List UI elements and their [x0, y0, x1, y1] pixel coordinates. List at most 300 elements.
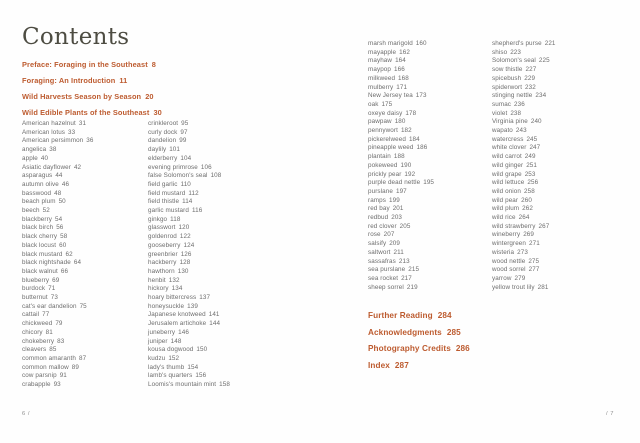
toc-entry-page: 207	[383, 231, 395, 239]
toc-entry-page: 247	[529, 144, 541, 152]
toc-entry-page: 264	[518, 214, 530, 222]
toc-entry	[492, 66, 614, 75]
toc-entry-page: 195	[423, 179, 435, 187]
toc-entry-label: wild plum	[492, 205, 520, 213]
toc-entry-page: 38	[49, 146, 57, 154]
toc-entry-label: pineapple weed	[368, 144, 414, 152]
toc-entry-page: 285	[446, 327, 461, 337]
toc-entry-label: common amaranth	[22, 354, 76, 362]
toc-entry	[492, 92, 614, 101]
toc-entry	[22, 207, 144, 216]
toc-entry-label: American persimmon	[22, 137, 84, 145]
toc-entry-label: black birch	[22, 224, 54, 232]
toc-entry	[492, 231, 614, 240]
toc-entry-page: 221	[544, 40, 556, 47]
toc-entry-label: wild pear	[492, 196, 519, 204]
toc-entry-label: rose	[368, 231, 381, 239]
toc-entry-label: butternut	[22, 294, 48, 302]
toc-entry-page: 42	[73, 163, 82, 171]
toc-entry	[492, 144, 614, 153]
toc-entry-label: sea purslane	[368, 266, 406, 274]
toc-entry	[368, 308, 470, 325]
toc-entry-label: wisteria	[492, 248, 515, 256]
toc-entry	[148, 320, 270, 329]
toc-entry	[148, 251, 270, 260]
toc-entry-label: hawthorn	[148, 267, 175, 275]
toc-entry-label: pokeweed	[368, 161, 398, 169]
toc-entry-page: 199	[389, 196, 400, 204]
toc-entry	[368, 162, 490, 171]
toc-entry-page: 249	[524, 153, 536, 161]
toc-entry	[148, 242, 270, 251]
toc-entry-label: Index	[368, 360, 390, 370]
toc-entry	[368, 171, 490, 180]
toc-entry-page: 236	[514, 100, 525, 108]
toc-entry-label: Foraging: An Introduction	[22, 76, 116, 85]
toc-entry	[22, 216, 144, 225]
toc-entry-label: mayapple	[368, 48, 397, 56]
toc-entry-page: 48	[54, 189, 62, 197]
toc-entry-label: chokeberry	[22, 337, 55, 345]
toc-entry-page: 275	[528, 257, 540, 265]
toc-entry-label: sheep sorrel	[368, 283, 404, 291]
toc-entry-label: hackberry	[148, 259, 177, 267]
toc-entry-label: pennywort	[368, 127, 398, 135]
toc-entry-page: 40	[40, 154, 49, 162]
toc-entry-label: purslane	[368, 187, 393, 195]
toc-entry-label: sassafras	[368, 257, 396, 265]
toc-entry-label: field mustard	[148, 189, 186, 197]
toc-entry-page: 11	[119, 76, 128, 85]
toc-entry-label: wild onion	[492, 187, 522, 195]
toc-entry	[368, 358, 470, 375]
toc-entry-page: 262	[522, 205, 533, 213]
toc-entry-label: sea rocket	[368, 274, 399, 282]
toc-entry-label: cat's ear dandelion	[22, 302, 77, 310]
toc-entry	[22, 190, 144, 199]
toc-entry	[22, 277, 144, 286]
toc-entry	[492, 127, 614, 136]
toc-entry-label: black mustard	[22, 250, 63, 258]
toc-entry-label: black cherry	[22, 233, 58, 241]
toc-entry-label: common mallow	[22, 363, 69, 371]
toc-entry	[22, 137, 144, 146]
toc-entry	[22, 172, 144, 181]
toc-entry	[368, 240, 490, 249]
toc-entry-page: 139	[187, 302, 198, 310]
toc-entry	[492, 240, 614, 249]
toc-entry-page: 20	[145, 92, 154, 101]
toc-entry	[148, 198, 270, 207]
toc-entry-label: wapato	[492, 127, 513, 135]
toc-entry	[492, 75, 614, 84]
toc-entry	[368, 118, 490, 127]
toc-entry-label: garlic mustard	[148, 207, 189, 215]
toc-entry-page: 106	[200, 163, 212, 171]
toc-entry-label: Wild Harvests Season by Season	[22, 92, 142, 101]
toc-entry	[22, 355, 144, 364]
toc-entry-page: 79	[55, 320, 63, 328]
toc-entry-page: 213	[398, 257, 410, 265]
toc-entry-label: American lotus	[22, 128, 66, 136]
toc-entry	[22, 120, 144, 129]
toc-entry	[148, 120, 270, 129]
toc-entry-page: 253	[524, 170, 536, 178]
toc-entry-page: 83	[57, 337, 65, 345]
toc-entry	[148, 164, 270, 173]
toc-entry-page: 144	[209, 320, 221, 328]
toc-entry-label: apple	[22, 154, 38, 162]
toc-entry	[148, 355, 270, 364]
toc-entry-label: asparagus	[22, 172, 53, 180]
toc-entry-label: Further Reading	[368, 311, 433, 320]
toc-entry-label: wild grape	[492, 170, 522, 178]
toc-entry-page: 52	[42, 207, 50, 215]
toc-entry-page: 162	[399, 48, 410, 56]
toc-entry-label: wood nettle	[492, 257, 526, 265]
toc-entry-page: 273	[517, 248, 528, 256]
toc-entry-label: blueberry	[22, 276, 50, 284]
toc-entry-page: 286	[455, 344, 470, 353]
toc-entry	[368, 127, 490, 136]
toc-entry-page: 108	[210, 172, 222, 180]
toc-entry	[492, 188, 614, 197]
toc-entry-label: salsify	[368, 240, 387, 248]
toc-entry-label: black walnut	[22, 267, 58, 275]
toc-entry-page: 137	[199, 294, 211, 302]
toc-entry-label: field garlic	[148, 180, 178, 188]
toc-entry-label: plantain	[368, 153, 391, 161]
entries-column-2	[148, 120, 270, 390]
toc-entry-label: white clover	[492, 144, 527, 152]
toc-entry-label: sumac	[492, 100, 512, 108]
toc-entry-label: maypop	[368, 66, 392, 74]
toc-entry-label: oak	[368, 100, 379, 108]
toc-entry	[368, 325, 470, 342]
toc-entry-label: hickory	[148, 285, 169, 293]
toc-entry-label: shiso	[492, 48, 508, 56]
toc-entry	[148, 172, 270, 181]
toc-entry-page: 211	[393, 248, 404, 256]
toc-entry-page: 71	[48, 285, 56, 293]
toc-entry-page: 97	[180, 128, 188, 136]
toc-entry-label: redbud	[368, 214, 389, 222]
toc-entry	[22, 251, 144, 260]
toc-entry-label: wineberry	[492, 231, 521, 239]
entries-column-4	[492, 40, 614, 292]
toc-entry	[148, 381, 270, 390]
toc-entry-label: wild lettuce	[492, 179, 525, 187]
toc-entry	[22, 129, 144, 138]
toc-entry-page: 164	[395, 57, 406, 65]
toc-entry-label: curly dock	[148, 128, 178, 136]
toc-entry	[368, 249, 490, 258]
toc-entry-label: Virginia pine	[492, 118, 528, 126]
toc-entry-page: 54	[55, 215, 63, 223]
toc-entry-label: wintergreen	[492, 240, 527, 248]
toc-entry	[148, 285, 270, 294]
toc-entry-page: 260	[521, 196, 532, 204]
toc-entry-page: 188	[393, 153, 405, 161]
toc-entry	[492, 223, 614, 232]
toc-entry-label: goldenrod	[148, 233, 177, 241]
toc-entry	[368, 275, 490, 284]
toc-entry-page: 180	[394, 118, 406, 126]
toc-entry	[492, 284, 614, 293]
toc-entry	[22, 155, 144, 164]
toc-entry-label: glasswort	[148, 224, 176, 232]
toc-entry-label: wild ginger	[492, 161, 524, 169]
toc-entry-label: stinging nettle	[492, 92, 533, 100]
toc-entry	[492, 275, 614, 284]
toc-entry-page: 186	[416, 144, 428, 152]
toc-entry-label: beech	[22, 207, 40, 215]
toc-entry-page: 91	[59, 372, 67, 380]
toc-entry-page: 112	[188, 189, 199, 197]
toc-entry-page: 69	[52, 276, 60, 284]
toc-entry-label: saltwort	[368, 248, 391, 256]
toc-entry	[22, 259, 144, 268]
toc-entry-page: 50	[58, 198, 66, 206]
toc-entry-page: 232	[525, 83, 536, 91]
toc-entry	[368, 40, 490, 49]
toc-entry	[148, 372, 270, 381]
toc-entry	[22, 320, 144, 329]
toc-entry	[492, 179, 614, 188]
toc-entry	[22, 105, 162, 121]
toc-entry	[492, 84, 614, 93]
toc-entry-label: Acknowledgments	[368, 327, 442, 337]
toc-entry	[492, 118, 614, 127]
toc-entry-label: cattail	[22, 311, 40, 319]
toc-entry-page: 124	[183, 241, 195, 249]
toc-entry-label: wild carrot	[492, 153, 522, 161]
toc-entry-label: kudzu	[148, 354, 166, 362]
toc-entry	[368, 57, 490, 66]
toc-entry-label: oxeye daisy	[368, 109, 403, 117]
toc-entry-page: 240	[530, 118, 542, 126]
toc-entry-label: wild rice	[492, 214, 516, 222]
toc-entry-page: 225	[538, 57, 550, 65]
toc-entry-label: Japanese knotweed	[148, 311, 206, 319]
toc-entry-page: 258	[524, 187, 535, 195]
toc-entry-label: burdock	[22, 285, 46, 293]
toc-entry-page: 197	[395, 187, 407, 195]
toc-entry-label: henbit	[148, 276, 166, 284]
toc-entry-page: 182	[400, 127, 412, 135]
page-number-left: 6 /	[22, 411, 30, 417]
toc-entry-label: black nightshade	[22, 259, 71, 267]
toc-entry-label: Preface: Foraging in the Southeast	[22, 60, 148, 69]
toc-entry	[368, 153, 490, 162]
toc-entry-page: 279	[514, 274, 526, 282]
toc-entry-label: mayhaw	[368, 57, 393, 65]
toc-entry	[148, 294, 270, 303]
toc-entry-label: black locust	[22, 241, 57, 249]
toc-entry-page: 156	[195, 372, 207, 380]
toc-entry-page: 46	[61, 180, 70, 188]
toc-entry-label: American hazelnut	[22, 120, 76, 127]
toc-entry-page: 89	[71, 363, 80, 371]
toc-entry-page: 30	[153, 108, 162, 117]
toc-entry-page: 178	[405, 109, 417, 117]
toc-entry	[368, 92, 490, 101]
toc-entry-page: 77	[42, 311, 50, 319]
toc-entry	[368, 197, 490, 206]
toc-entry-page: 104	[180, 154, 192, 162]
toc-entry-page: 192	[404, 170, 416, 178]
toc-entry	[492, 110, 614, 119]
page-number-right: / 7	[606, 411, 614, 417]
toc-entry-label: Loomis's mountain mint	[148, 381, 217, 389]
toc-entry-page: 158	[219, 381, 230, 389]
toc-entry	[22, 57, 162, 73]
toc-entry-page: 126	[180, 250, 192, 258]
toc-entry-label: false Solomon's seal	[148, 172, 208, 180]
toc-entry-page: 110	[180, 180, 191, 188]
toc-entry-label: evening primrose	[148, 163, 198, 171]
toc-entry	[148, 224, 270, 233]
toc-entry-label: mulberry	[368, 83, 394, 91]
toc-entry	[492, 171, 614, 180]
toc-entry	[368, 258, 490, 267]
toc-entry	[22, 224, 144, 233]
toc-entry-label: basswood	[22, 189, 52, 197]
toc-entry-page: 171	[396, 83, 408, 91]
toc-entry	[148, 137, 270, 146]
toc-entry-label: kousa dogwood	[148, 346, 194, 354]
toc-entry-page: 152	[168, 354, 180, 362]
toc-entry	[22, 381, 144, 390]
toc-entry	[492, 214, 614, 223]
toc-entry-page: 116	[191, 207, 203, 215]
toc-entry-page: 251	[526, 161, 538, 169]
toc-entry-page: 8	[151, 60, 156, 69]
toc-entry	[368, 231, 490, 240]
toc-entry-page: 154	[187, 363, 199, 371]
toc-entry	[368, 341, 470, 358]
toc-entry	[22, 146, 144, 155]
toc-entry	[368, 49, 490, 58]
toc-entry-page: 120	[178, 224, 190, 232]
toc-entry	[368, 66, 490, 75]
toc-entry	[22, 346, 144, 355]
toc-entry-label: dandelion	[148, 137, 177, 145]
toc-entry-page: 81	[45, 328, 53, 336]
toc-entry	[148, 329, 270, 338]
toc-entry-label: field thistle	[148, 198, 180, 206]
toc-entry-page: 190	[400, 161, 412, 169]
toc-entry	[22, 364, 144, 373]
toc-entry-label: cow parsnip	[22, 372, 57, 380]
toc-entry-page: 160	[415, 40, 427, 47]
toc-entry	[22, 268, 144, 277]
toc-entry	[22, 338, 144, 347]
toc-entry-label: crabapple	[22, 381, 51, 389]
toc-entry	[492, 258, 614, 267]
toc-entry-label: beach plum	[22, 198, 56, 206]
toc-entry-page: 173	[415, 92, 427, 100]
toc-entry	[368, 284, 490, 293]
toc-entry-page: 132	[168, 276, 180, 284]
toc-entry-label: wood sorrel	[492, 266, 526, 274]
toc-entry	[148, 338, 270, 347]
toc-entry-page: 134	[171, 285, 183, 293]
page-title: Contents	[22, 24, 130, 50]
toc-entry-label: milkweed	[368, 74, 396, 82]
toc-entry-page: 209	[389, 240, 401, 248]
toc-entry-page: 66	[60, 267, 69, 275]
toc-entry-page: 287	[394, 360, 409, 370]
toc-entry	[492, 197, 614, 206]
toc-entry-page: 146	[178, 328, 189, 336]
toc-entry	[368, 84, 490, 93]
toc-entry-page: 184	[408, 135, 420, 143]
toc-entry-label: Asiatic dayflower	[22, 163, 71, 171]
toc-entry-label: lamb's quarters	[148, 372, 193, 380]
toc-entry-label: Solomon's seal	[492, 57, 536, 65]
toc-entry-page: 166	[394, 66, 405, 74]
toc-entry-page: 215	[408, 266, 420, 274]
toc-entry-label: purple dead nettle	[368, 179, 421, 187]
toc-entry-label: gooseberry	[148, 241, 181, 249]
toc-entry	[492, 266, 614, 275]
toc-entry-page: 31	[78, 120, 87, 127]
toc-entry-page: 128	[179, 259, 191, 267]
toc-entry	[368, 266, 490, 275]
toc-entry-page: 229	[524, 74, 536, 82]
toc-entry	[148, 155, 270, 164]
toc-entry-page: 217	[401, 274, 412, 282]
toc-entry-label: hoary bittercress	[148, 294, 197, 302]
toc-entry	[148, 233, 270, 242]
toc-entry-label: greenbrier	[148, 250, 178, 258]
toc-entry	[148, 277, 270, 286]
toc-entry-page: 205	[399, 222, 411, 230]
toc-entry-page: 271	[529, 240, 540, 248]
toc-entry	[22, 285, 144, 294]
toc-entry-page: 141	[208, 311, 220, 319]
toc-entry-label: marsh marigold	[368, 40, 413, 47]
toc-entry	[368, 110, 490, 119]
toc-entry-label: blackberry	[22, 215, 53, 223]
toc-entry	[22, 294, 144, 303]
toc-entry-label: juniper	[148, 337, 168, 345]
toc-entry-label: crinkleroot	[148, 120, 179, 127]
toc-entry	[148, 216, 270, 225]
toc-entry-label: sow thistle	[492, 66, 523, 74]
toc-entry-page: 269	[523, 231, 535, 239]
toc-entry	[22, 242, 144, 251]
toc-entry	[492, 153, 614, 162]
toc-entry	[368, 223, 490, 232]
toc-entry	[22, 329, 144, 338]
toc-entry-label: cleavers	[22, 346, 47, 354]
toc-entry	[492, 40, 614, 49]
toc-entry-label: Wild Edible Plants of the Southeast	[22, 108, 150, 117]
toc-entry	[22, 89, 162, 105]
toc-entry	[148, 303, 270, 312]
toc-entry-page: 33	[68, 128, 76, 136]
toc-entry-page: 245	[526, 135, 538, 143]
toc-entry-page: 56	[56, 224, 64, 232]
toc-entry-page: 150	[196, 346, 208, 354]
toc-entry	[22, 181, 144, 190]
toc-entry-page: 234	[535, 92, 547, 100]
toc-entry	[492, 162, 614, 171]
toc-entry	[22, 164, 144, 173]
toc-entry-label: pawpaw	[368, 118, 392, 126]
